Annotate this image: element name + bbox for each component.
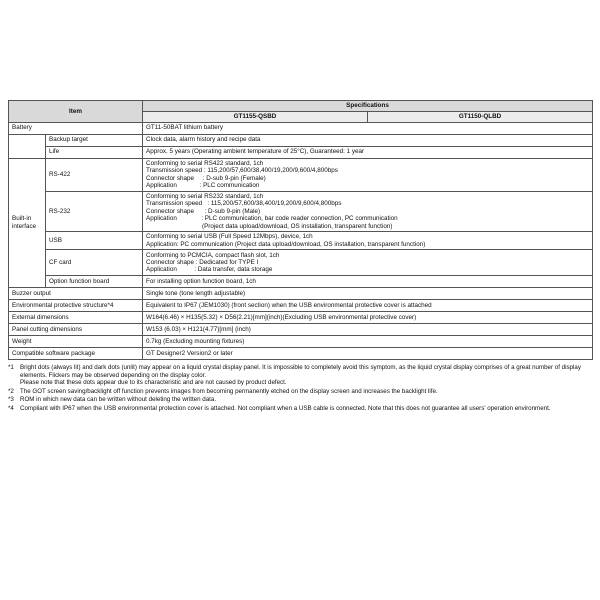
battery-value: GT11-50BAT lithium battery (143, 122, 593, 134)
item-header: Item (9, 101, 143, 123)
footnote-mark: *3 (8, 396, 14, 404)
footnote (8, 396, 592, 404)
rs422-value: Conforming to serial RS422 standard, 1ch Transmission speed : 115,200/57,600/38,400/19,200/9,600/4,800bps Connector shape : D-sub 9-pin (Female) Application : PLC communication (143, 158, 593, 191)
footnote-text: Compliant with IP67 when the USB environmental protection cover is attached. Not compliant when a USB cable is connected. Note that this does not guarantee all users' operation environment. (20, 404, 551, 412)
model-a-header: GT1155-QSBD (143, 111, 368, 122)
table-row (9, 250, 593, 276)
backup-target-value: Clock data, alarm history and recipe data (143, 134, 593, 146)
environmental-value: Equivalent to IP67 (JEM1030) (front section) when the USB environmental protective cover is attached (143, 300, 593, 312)
battery-label: Battery (9, 122, 143, 134)
buzzer-value: Single tone (tone length adjustable) (143, 288, 593, 300)
option-board-value: For installing option function board, 1ch (143, 276, 593, 288)
panel-cutting-value: W153 (6.03) × H121(4.77)[mm] (inch) (143, 324, 593, 336)
footnote (8, 405, 592, 413)
footnote-mark: *4 (8, 404, 14, 412)
table-row (9, 312, 593, 324)
footnote (8, 364, 592, 387)
weight-label: Weight (9, 336, 143, 348)
table-row (9, 324, 593, 336)
backup-target-label: Backup target (46, 134, 143, 146)
footnote-mark: *2 (8, 387, 14, 395)
panel-cutting-label: Panel cutting dimensions (9, 324, 143, 336)
table-row (9, 336, 593, 348)
table-row (9, 134, 593, 146)
table-row (9, 288, 593, 300)
footnote-mark: *1 (8, 364, 14, 371)
software-label: Compatible software package (9, 348, 143, 360)
table-row (9, 122, 593, 134)
table-row (9, 191, 593, 231)
option-board-label: Option function board (46, 276, 143, 288)
footnotes (8, 364, 592, 412)
model-b-header: GT1150-QLBD (368, 111, 593, 122)
cf-card-value: Conforming to PCMCIA, compact flash slot, 1ch Connector shape : Dedicated for TYPE I Application : Data transfer, data storage (143, 250, 593, 276)
header-row (9, 101, 593, 112)
table-row (9, 300, 593, 312)
battery-spacer (9, 146, 46, 158)
table-row (9, 146, 593, 158)
software-value: GT Designer2 Version2 or later (143, 348, 593, 360)
rs232-value: Conforming to serial RS232 standard, 1ch Transmission speed : 115,200/57,600/38,400/19,200/9,600/4,800bps Connector shape : D-sub 9-pin (Male) Application : PLC communication, bar code reader connection, PC communication (Project data upload/download, OS installation, transparent function) (143, 191, 593, 231)
buzzer-label: Buzzer output (9, 288, 143, 300)
footnote (8, 388, 592, 396)
cf-card-label: CF card (46, 250, 143, 276)
table-row (9, 232, 593, 250)
rs232-label: RS-232 (46, 191, 143, 231)
footnote-text: ROM in which new data can be written without deleting the written data. (20, 396, 217, 404)
table-row (9, 158, 593, 191)
specifications-header: Specifications (143, 101, 593, 112)
external-dimensions-value: W164(6.46) × H135(5.32) × D56(2.21)[mm](inch)(Excluding USB environmental protective cover) (143, 312, 593, 324)
table-row (9, 348, 593, 360)
spec-sheet (8, 100, 592, 413)
table-row (9, 276, 593, 288)
footnote-text: Bright dots (always lit) and dark dots (unlit) may appear on a liquid crystal display panel. It is impossible to completely avoid this symptom, as the liquid crystal display comprises of a great number of display elements. Flickers may be observed depending on the display color. Please note that these dots appear due to its characteristic and are not caused by product defect. (20, 364, 581, 387)
life-label: Life (46, 146, 143, 158)
builtin-interface-label: Built-in interface (9, 158, 46, 287)
external-dimensions-label: External dimensions (9, 312, 143, 324)
battery-spacer (9, 134, 46, 146)
usb-value: Conforming to serial USB (Full Speed 12Mbps), device, 1ch Application: PC communication (Project data upload/download, OS installation, transparent function) (143, 232, 593, 250)
usb-label: USB (46, 232, 143, 250)
weight-value: 0.7kg (Excluding mounting fixtures) (143, 336, 593, 348)
specifications-table (8, 100, 593, 360)
life-value: Approx. 5 years (Operating ambient temperature of 25°C), Guaranteed: 1 year (143, 146, 593, 158)
environmental-label: Environmental protective structure*4 (9, 300, 143, 312)
rs422-label: RS-422 (46, 158, 143, 191)
footnote-text: The GOT screen saving/backlight off function prevents images from becoming permanently etched on the display screen and increases the backlight life. (20, 387, 438, 395)
